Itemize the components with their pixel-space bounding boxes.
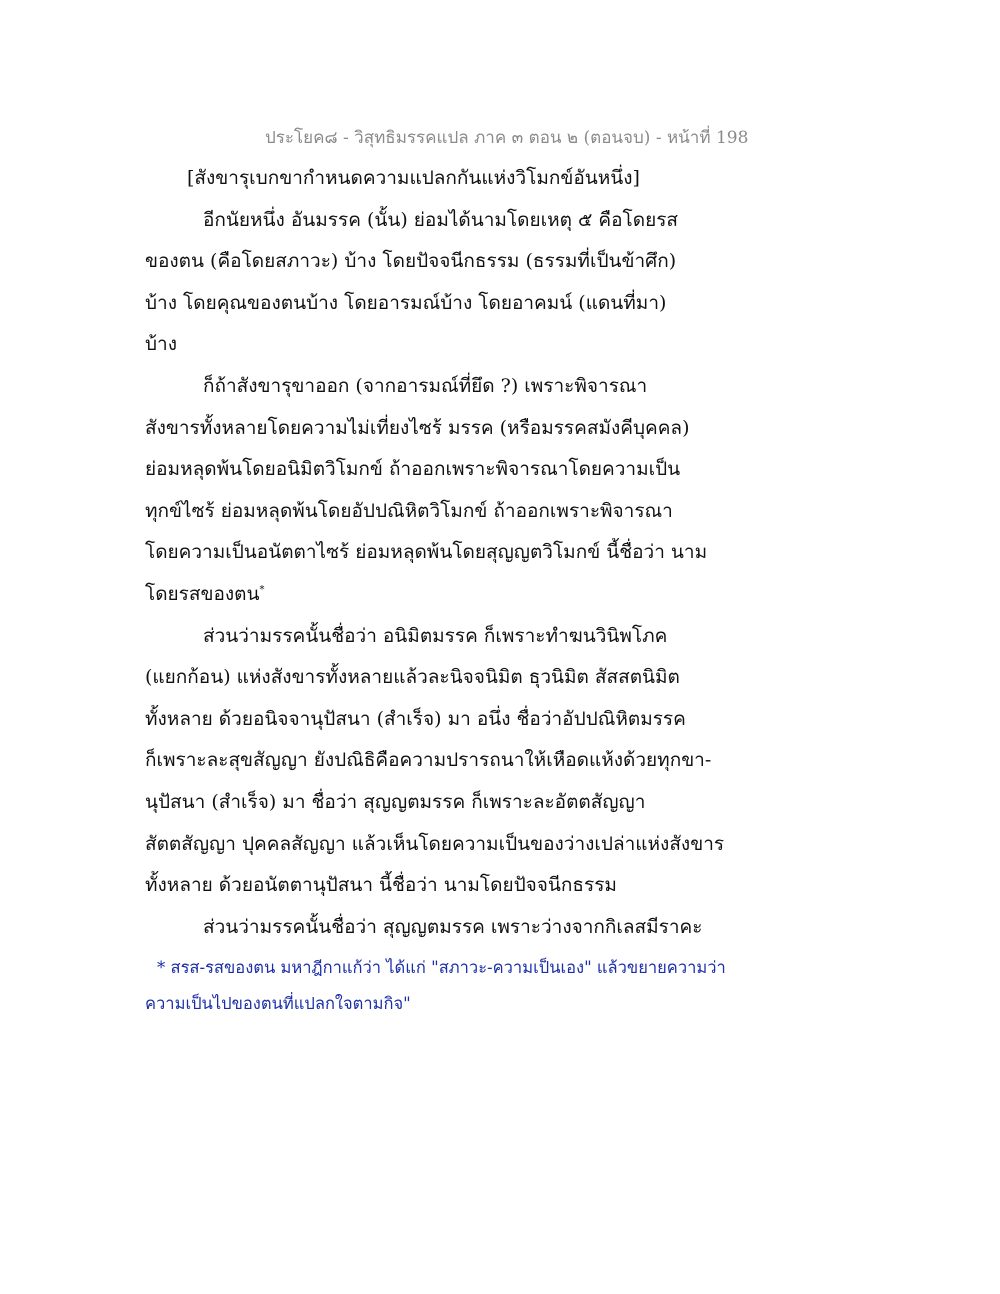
paragraph-line: สัตตสัญญา ปุคคลสัญญา แล้วเห็นโดยความเป็นของว่างเปล่าแห่งสังขาร [145, 832, 725, 855]
paragraph-line: สังขารทั้งหลายโดยความไม่เที่ยงไซร้ มรรค (หรือมรรคสมังคีบุคคล) [145, 416, 690, 439]
paragraph-line: (แยกก้อน) แห่งสังขารทั้งหลายแล้วละนิจจนิมิต ธุวนิมิต สัสสตนิมิต [145, 666, 680, 689]
paragraph-line: ทั้งหลาย ด้วยอนิจจานุปัสนา (สำเร็จ) มา อนึ่ง ชื่อว่าอัปปณิหิตมรรค [145, 707, 686, 730]
body-text [145, 158, 735, 948]
paragraph-line: ทั้งหลาย ด้วยอนัตตานุปัสนา นี้ชื่อว่า นามโดยปัจจนีกธรรม [145, 874, 617, 897]
paragraph-line: โดยความเป็นอนัตตาไซร้ ย่อมหลุดพ้นโดยสุญญตวิโมกข์ นี้ชื่อว่า นาม [145, 541, 708, 564]
paragraph-line-with-footnote [145, 574, 735, 616]
paragraph-line: ทุกข์ไซร้ ย่อมหลุดพ้นโดยอัปปณิหิตวิโมกข์ ถ้าออกเพราะพิจารณา [145, 499, 673, 522]
footnote-line: * สรส-รสของตน มหาฎีกาแก้ว่า ได้แก่ "สภาวะ-ความเป็นเอง" แล้วขยายความว่า [157, 958, 726, 977]
footnote-line: ความเป็นไปของตนที่แปลกใจตามกิจ" [145, 994, 411, 1013]
footnote [145, 950, 765, 1022]
paragraph-line: ก็ถ้าสังขารุขาออก (จากอารมณ์ที่ยึด ?) เพราะพิจารณา [203, 374, 648, 397]
paragraph-line: บ้าง โดยคุณของตนบ้าง โดยอารมณ์บ้าง โดยอาคมน์ (แดนที่มา) [145, 291, 667, 314]
paragraph-line: อีกนัยหนึ่ง อันมรรค (นั้น) ย่อมได้นามโดยเหตุ ๕ คือโดยรส [203, 208, 679, 231]
paragraph-line: ก็เพราะละสุขสัญญา ยังปณิธิคือความปรารถนาให้เหือดแห้งด้วยทุกขา- [145, 749, 712, 772]
paragraph-line: ส่วนว่ามรรคนั้นชื่อว่า สุญญตมรรค เพราะว่างจากกิเลสมีราคะ [203, 915, 703, 938]
paragraph-line-text: โดยรสของตน [145, 582, 260, 605]
paragraph-line: ส่วนว่ามรรคนั้นชื่อว่า อนิมิตมรรค ก็เพราะทำฆนวินิพโภค [203, 624, 668, 647]
running-header: ประโยค๘ - วิสุทธิมรรคแปล ภาค ๓ ตอน ๒ (ตอนจบ) - หน้าที่ 198 [265, 128, 749, 148]
paragraph-line: ของตน (คือโดยสภาวะ) บ้าง โดยปัจจนีกธรรม (ธรรมที่เป็นข้าศึก) [145, 250, 677, 273]
paragraph-line: บ้าง [145, 333, 178, 356]
paragraph-line: ย่อมหลุดพ้นโดยอนิมิตวิโมกข์ ถ้าออกเพราะพิจารณาโดยความเป็น [145, 458, 681, 481]
section-heading: [สังขารุเบกขากำหนดความแปลกกันแห่งวิโมกข์อันหนึ่ง] [187, 167, 640, 189]
paragraph-line: นุปัสนา (สำเร็จ) มา ชื่อว่า สุญญตมรรค ก็เพราะละอัตตสัญญา [145, 790, 646, 813]
footnote-marker[interactable]: * [259, 584, 265, 596]
